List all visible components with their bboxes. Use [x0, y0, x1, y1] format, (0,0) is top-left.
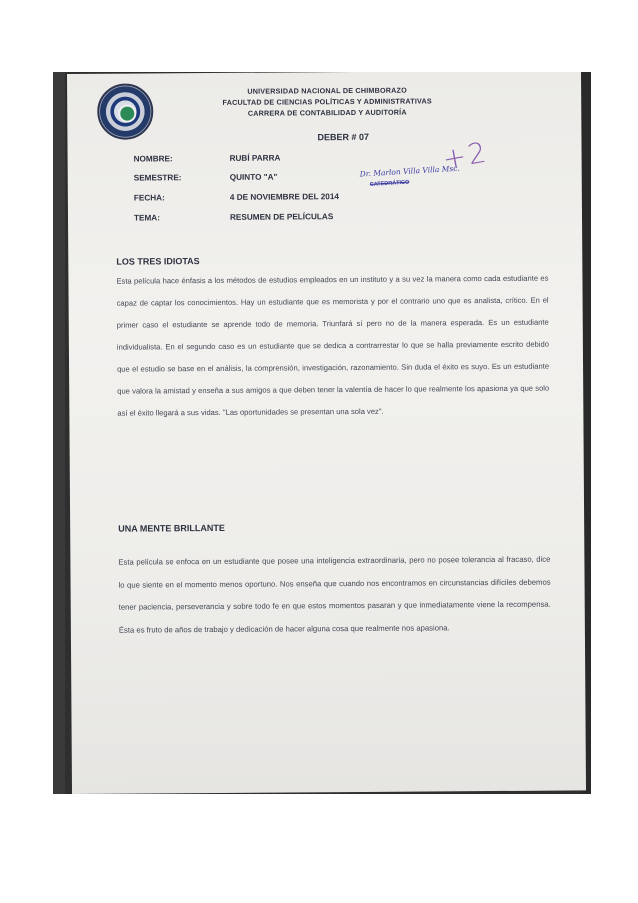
university-seal-icon: [97, 83, 153, 139]
seal-center-icon: [118, 105, 136, 123]
university-name: UNIVERSIDAD NACIONAL DE CHIMBORAZO: [247, 85, 407, 96]
document-photo: [53, 72, 591, 794]
section-body-una-mente-brillante: Esta película se enfoca en un estudiante que posee una inteligencia extraordinaria, pero no posee tolerancia al fracaso, dice lo que siente en el momento menos oportuno. Nos enseña que cuando nos encontramos en circunstancias difíciles debemos tener paciencia, perseverancia y sobre todo fe en que estos momentos pasaran y que inmediatamente viene la recompensa. Ésta es fruto de años de trabajo y dedicación de hacer alguna cosa que realmente nos apasiona.: [118, 554, 551, 635]
field-value-semestre: QUINTO "A": [229, 172, 278, 182]
section-body-los-tres-idiotas: Esta película hace énfasis a los métodos de estudios empleados en un instituto y a su vez la manera como cada estudiante es capaz de captar los conocimientos. Hay un estudiante que es memorista y por el contrario uno que es analista, crítico. En el primer caso el estudiante se aprende todo de memoria. Triunfará sí pero no de la manera esperada. Es un estudiante individualista. En el segundo caso es un estudiante que se dedica a contrarrestar lo que se halla previamente escrito debido que el estudio se base en el análisis, la comprensión, investigación, razonamiento. Sin duda el éxito es suyo. Es un estudiante que valora la amistad y enseña a sus amigos a que deben tener la valentía de hacer lo que realmente los apasiona ya que solo así el éxito llegará a sus vidas. "Las oportunidades se presentan una sola vez".: [116, 273, 550, 418]
section-title-los-tres-idiotas: LOS TRES IDIOTAS: [116, 256, 200, 267]
assignment-title: DEBER # 07: [317, 131, 370, 143]
field-value-nombre: RUBÍ PARRA: [229, 153, 281, 163]
field-label-semestre: SEMESTRE:: [133, 173, 182, 183]
faculty-name: FACULTAD DE CIENCIAS POLÍTICAS Y ADMINISTRATIVAS: [222, 96, 432, 107]
field-label-nombre: NOMBRE:: [133, 154, 173, 164]
field-label-tema: TEMA:: [133, 213, 160, 223]
handwritten-grade: +2: [439, 135, 491, 177]
section-title-una-mente-brillante: UNA MENTE BRILLANTE: [118, 522, 225, 534]
career-name: CARRERA DE CONTABILIDAD Y AUDITORÍA: [247, 107, 407, 118]
teacher-stamp-title: CATEDRÁTICO: [369, 179, 410, 188]
field-value-tema: RESUMEN DE PELÍCULAS: [229, 212, 334, 222]
field-value-fecha: 4 DE NOVIEMBRE DEL 2014: [229, 192, 339, 202]
field-label-fecha: FECHA:: [133, 193, 165, 203]
teacher-stamp-signature: Dr. Marlon Villa Villa Msc.: [359, 163, 461, 179]
paper-sheet: [67, 72, 586, 794]
